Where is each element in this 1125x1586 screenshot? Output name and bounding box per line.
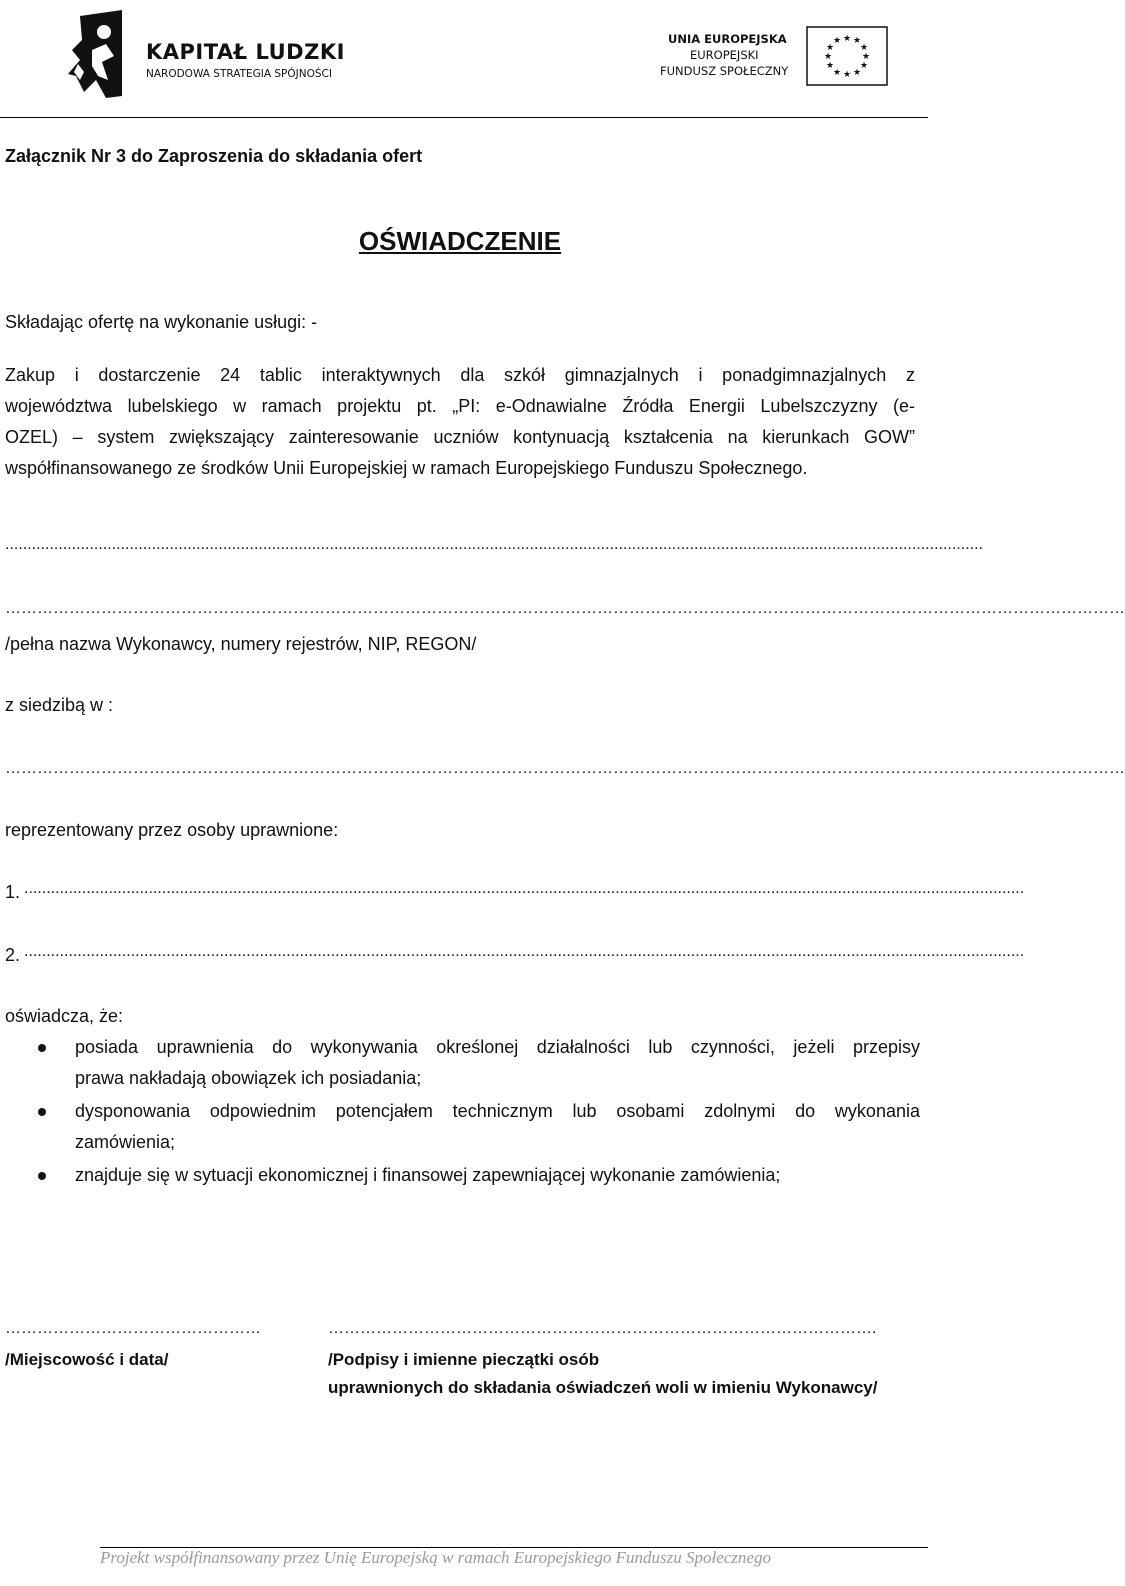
declaration-list	[0, 1032, 920, 1193]
eu-logo-line1: UNIA EUROPEJSKA	[668, 32, 787, 46]
represented-label: reprezentowany przez osoby uprawnione:	[5, 820, 339, 840]
list-item-line: prawa nakładają obowiązek ich posiadania;	[75, 1068, 422, 1088]
kapital-ludzki-emblem-icon	[66, 10, 130, 102]
list-item-line: dysponowania odpowiednim potencjałem technicznym lub osobami zdolnymi do wykonania	[75, 1101, 920, 1121]
description-line: Zakup i dostarczenie 24 tablic interaktywnych dla szkół gimnazjalnych i ponadgimnazjalnych z	[5, 365, 915, 385]
description-line: województwa lubelskiego w ramach projektu pt. „PI: e-Odnawialne Źródła Energii Lubelszczyzny (e-	[5, 396, 915, 416]
person-1-line: .................................................................................................................................................................................................................................	[24, 880, 1025, 897]
kapital-ludzki-title: KAPITAŁ LUDZKI	[146, 40, 345, 64]
signature-line: ………………………………………………………………………………………….	[328, 1320, 877, 1337]
svg-text:★: ★	[825, 43, 835, 53]
svg-text:★: ★	[859, 43, 869, 53]
svg-text:★: ★	[832, 36, 842, 46]
declares-label: oświadcza, że:	[5, 1006, 124, 1026]
place-date-line: …………………………………………	[5, 1320, 261, 1337]
place-date-label: /Miejscowość i data/	[5, 1350, 169, 1369]
kapital-ludzki-subtitle: NARODOWA STRATEGIA SPÓJNOŚCI	[146, 68, 332, 80]
header-divider	[0, 117, 928, 118]
svg-text:★: ★	[842, 34, 852, 44]
svg-text:★: ★	[842, 70, 852, 80]
document-title: OŚWIADCZENIE	[358, 226, 562, 256]
svg-text:★: ★	[823, 52, 833, 62]
description-line: współfinansowanego ze środków Unii Europejskiej w ramach Europejskiego Funduszu Społecznego.	[5, 458, 808, 478]
bullet-icon	[38, 1044, 46, 1052]
description-line: OZEL) – system zwiększający zainteresowanie uczniów kontynuacją kształcenia na kierunkach GOW”	[5, 427, 915, 447]
signature-label-line2: uprawnionych do składania oświadczeń woli w imieniu Wykonawcy/	[328, 1378, 878, 1397]
list-item-line: posiada uprawnienia do wykonywania określonej działalności lub czynności, jeżeli przepisy	[75, 1037, 920, 1057]
footer-text: Projekt współfinansowany przez Unię Europejską w ramach Europejskiego Funduszu Społecznego	[100, 1548, 771, 1567]
eu-logo-line2: EUROPEJSKI	[690, 48, 759, 62]
list-item-line: znajduje się w sytuacji ekonomicznej i finansowej zapewniającej wykonanie zamówienia;	[75, 1165, 781, 1185]
contractor-label: /pełna nazwa Wykonawcy, numery rejestrów, NIP, REGON/	[5, 634, 477, 654]
bullet-icon	[38, 1172, 46, 1180]
contractor-name-line-1: ............................................................................................................................................................................................................................	[5, 536, 983, 553]
contractor-name-line-2: …………………………………………………………………………………………………………………………………………………………………………………………	[5, 600, 1125, 617]
svg-text:★: ★	[852, 36, 862, 46]
person-2-number: 2.	[5, 945, 21, 965]
list-item	[0, 1032, 920, 1094]
eu-esf-logo	[660, 24, 892, 88]
svg-text:★: ★	[825, 61, 835, 71]
eu-logo-line3: FUNDUSZ SPOŁECZNY	[660, 64, 789, 78]
intro-text: Składając ofertę na wykonanie usługi: -	[5, 312, 318, 332]
svg-text:★: ★	[832, 68, 842, 78]
eu-flag-icon	[806, 26, 888, 86]
svg-text:★: ★	[861, 52, 871, 62]
person-1-number: 1.	[5, 882, 21, 902]
person-2-line: .................................................................................................................................................................................................................................	[24, 943, 1025, 960]
service-description	[5, 360, 915, 484]
bullet-icon	[38, 1108, 46, 1116]
list-item-line: zamówienia;	[75, 1132, 176, 1152]
kapital-ludzki-logo	[66, 10, 356, 102]
svg-text:★: ★	[852, 68, 862, 78]
seat-line: …………………………………………………………………………………………………………………………………………………………………………………………	[5, 760, 1125, 777]
list-item	[0, 1096, 920, 1158]
svg-text:★: ★	[859, 61, 869, 71]
signature-label-line1: /Podpisy i imienne pieczątki osób	[328, 1350, 600, 1369]
seat-label: z siedzibą w :	[5, 695, 114, 715]
attachment-heading: Załącznik Nr 3 do Zaproszenia do składania ofert	[5, 146, 423, 166]
list-item	[0, 1160, 920, 1191]
